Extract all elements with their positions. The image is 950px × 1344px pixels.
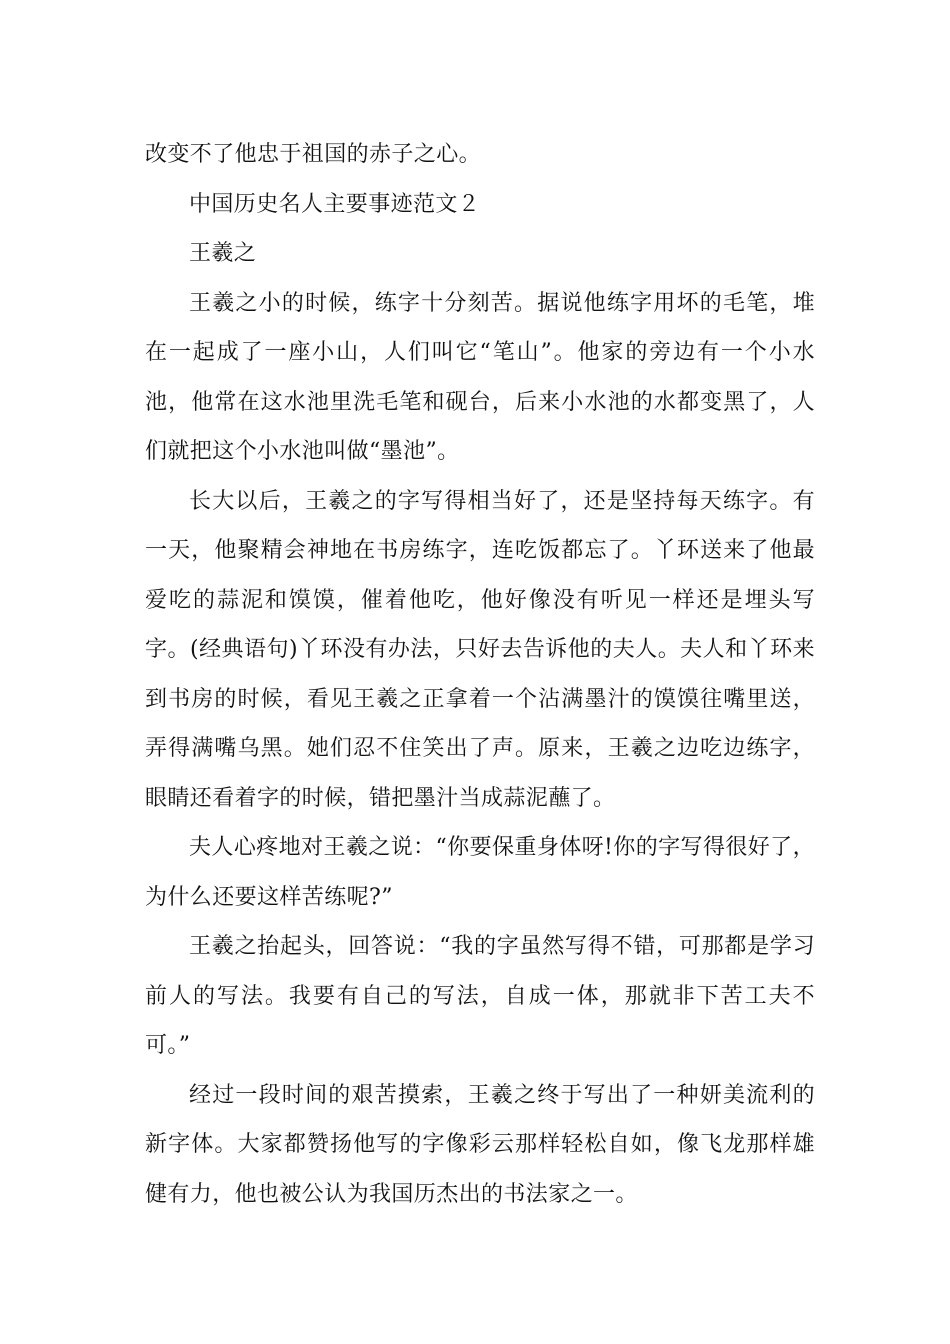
paragraph-answer: 王羲之抬起头，回答说：“我的字虽然写得不错，可那都是学习前人的写法。我要有自己的写法，自成一体，那就非下苦工夫不可。” [145, 934, 815, 1058]
section-heading: 中国历史名人主要事迹范文２ [189, 191, 481, 217]
paragraph-practice: 长大以后，王羲之的字写得相当好了，还是坚持每天练字。有一天，他聚精会神地在书房练字，连吃饭都忘了。丫环送来了他最爱吃的蒜泥和馍馍，催着他吃，他好像没有听见一样还是埋头写字。(经典语句)丫环没有办法，只好去告诉他的夫人。夫人和丫环来到书房的时候，看见王羲之正拿着一个沾满墨汁的馍馍往嘴里送，弄得满嘴乌黑。她们忍不住笑出了声。原来，王羲之边吃边练字，眼睛还看着字的时候，错把墨汁当成蒜泥蘸了。 [145, 488, 815, 811]
paragraph-wife-question: 夫人心疼地对王羲之说：“你要保重身体呀!你的字写得很好了，为什么还要这样苦练呢?” [145, 835, 815, 910]
subject-name: 王羲之 [189, 241, 257, 266]
paragraph-conclusion: 经过一段时间的艰苦摸索，王羲之终于写出了一种妍美流利的新字体。大家都赞扬他写的字像彩云那样轻松自如，像飞龙那样雄健有力，他也被公认为我国历杰出的书法家之一。 [145, 1082, 815, 1207]
paragraph-continuation: 改变不了他忠于祖国的赤子之心。 [145, 142, 482, 167]
paragraph-childhood: 王羲之小的时候，练字十分刻苦。据说他练字用坏的毛笔，堆在一起成了一座小山，人们叫它“笔山”。他家的旁边有一个小水池，他常在这水池里洗毛笔和砚台，后来小水池的水都变黑了，人们就把这个小水池叫做“墨池”。 [145, 290, 815, 464]
document-body [145, 130, 815, 1219]
